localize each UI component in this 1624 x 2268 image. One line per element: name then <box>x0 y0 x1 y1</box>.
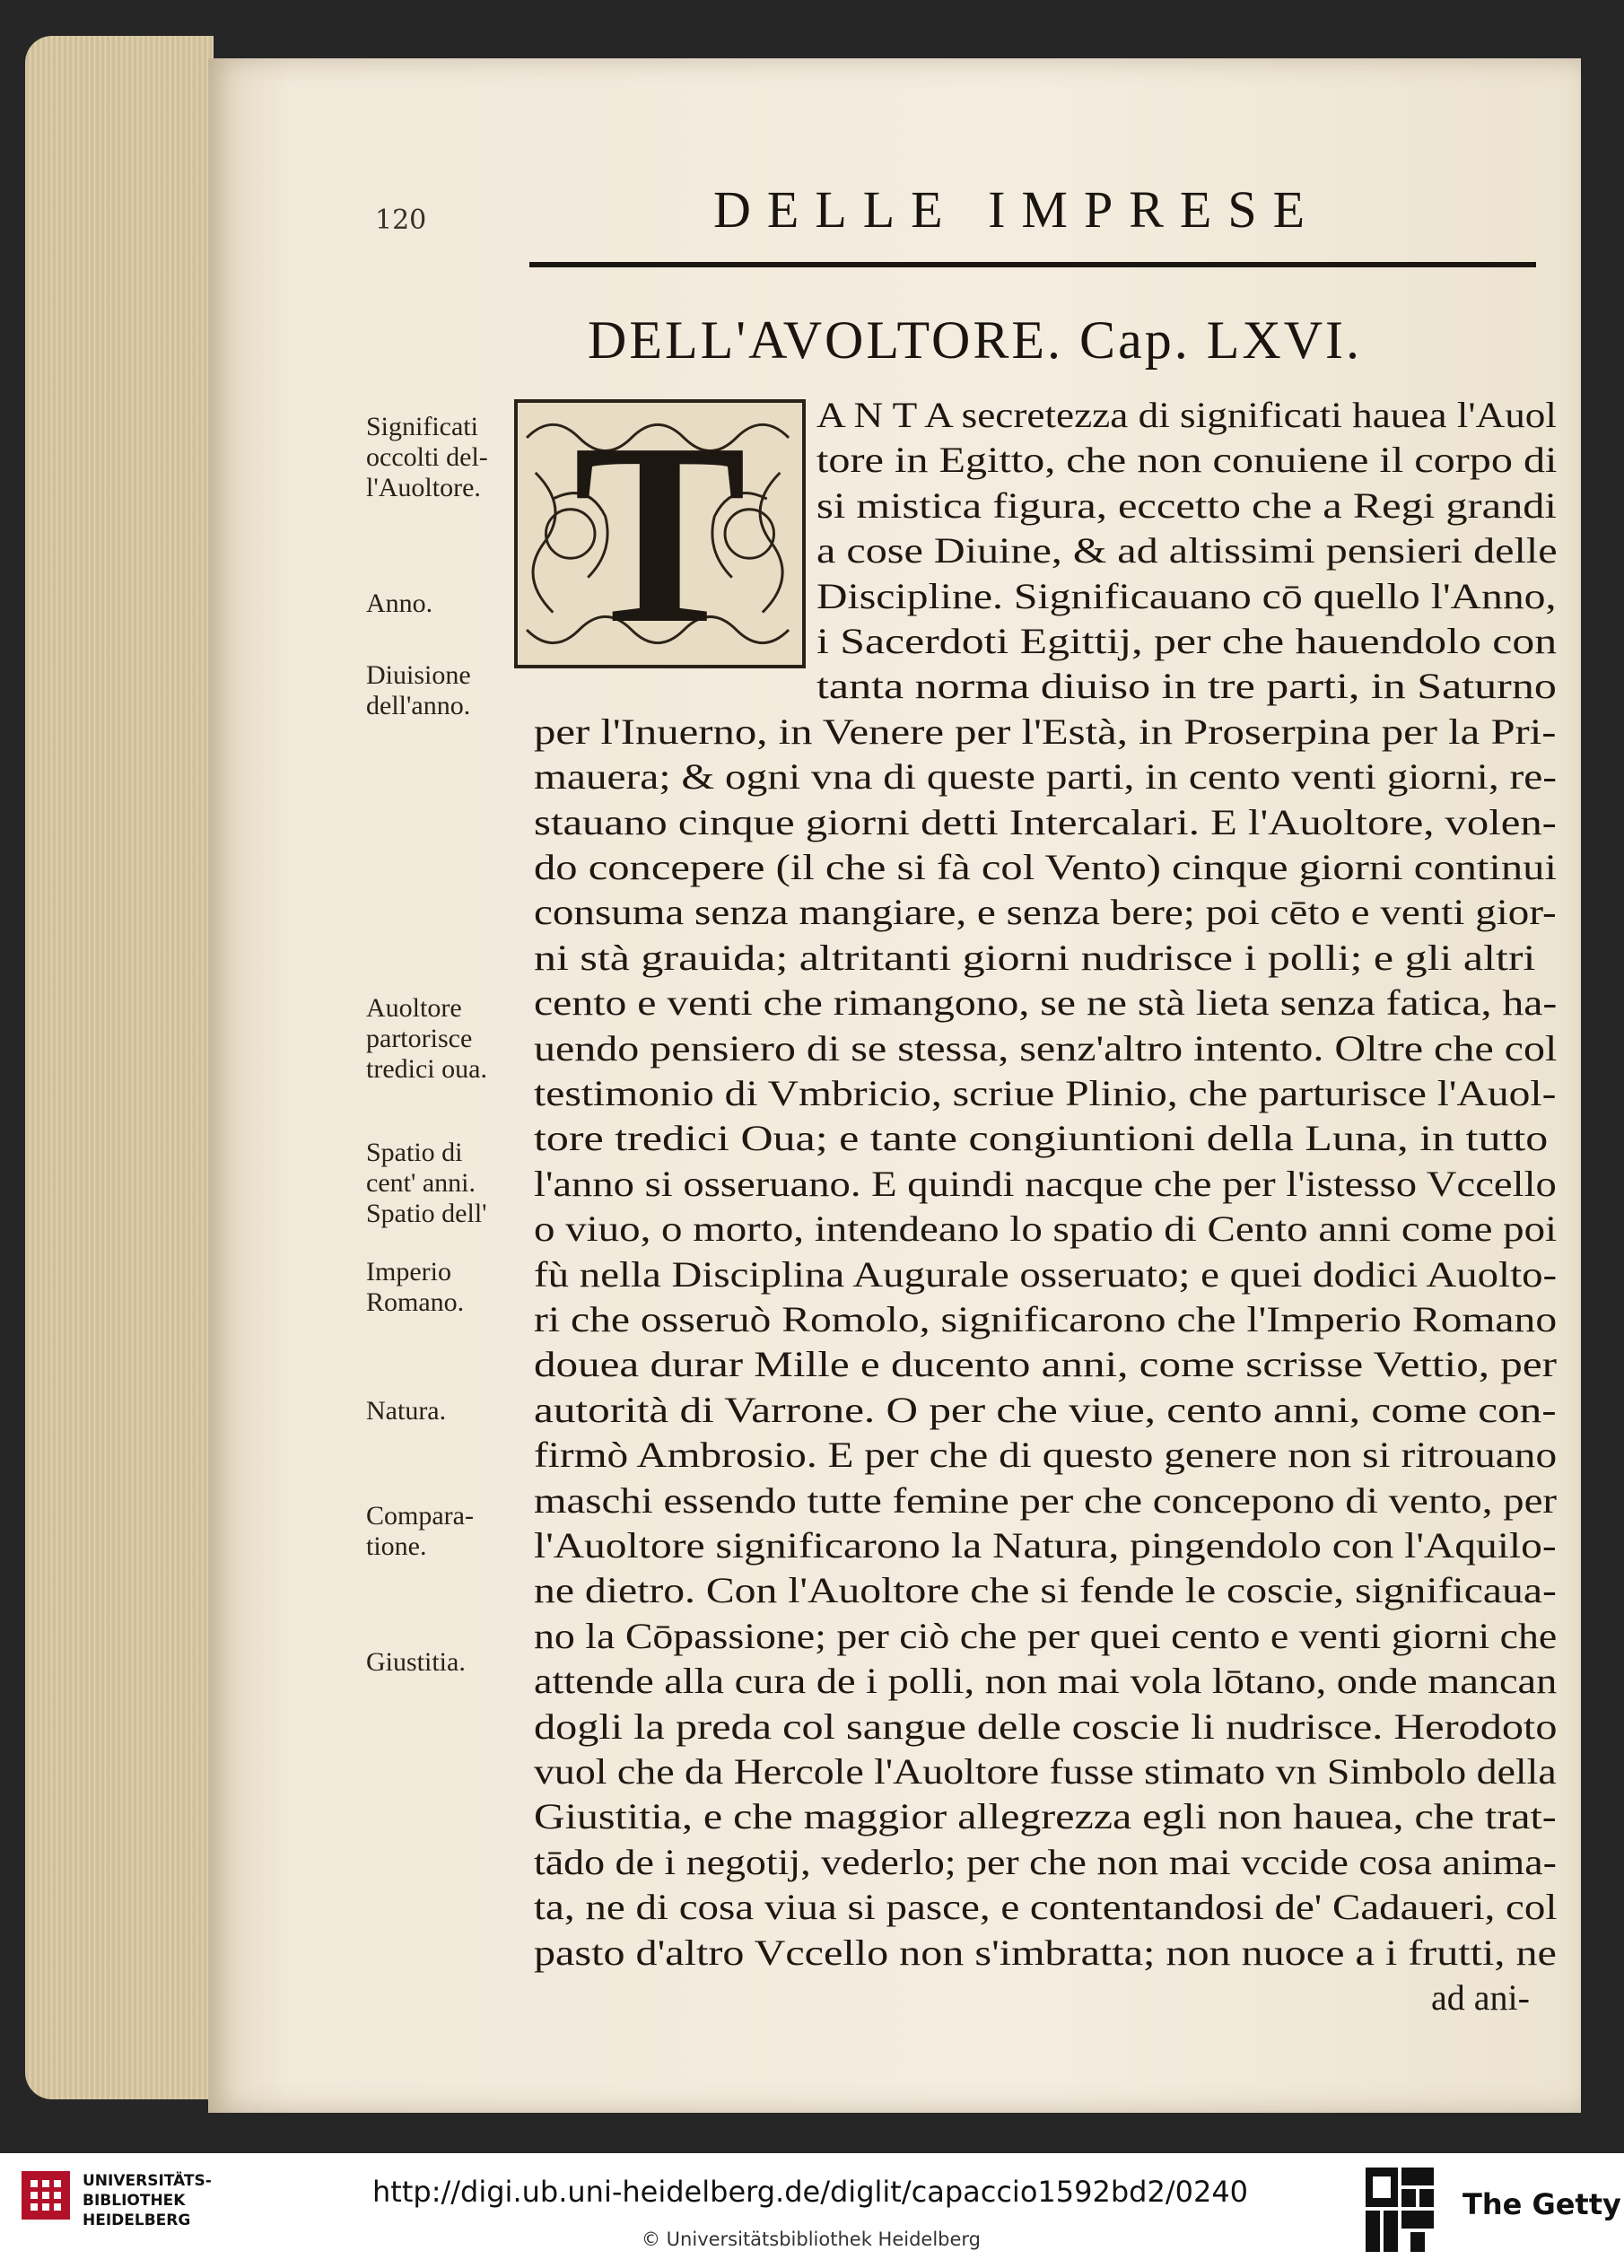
getty-logo-icon <box>1364 2166 1436 2255</box>
text-line: ri che osseruò Romolo, significarono che l'Imperio Romano <box>534 1299 1558 1339</box>
margin-note: Anno. <box>366 589 433 618</box>
text-line: vuol che da Hercole l'Auoltore fusse stimato vn Simbolo della <box>534 1751 1557 1792</box>
text-line: maschi essendo tutte femine per che concepono di vento, per <box>534 1479 1557 1521</box>
margin-note: Imperio <box>366 1257 451 1287</box>
margin-note: cent' anni. <box>366 1168 476 1198</box>
text-line: ta, ne di cosa viua si pasce, e contentandosi de' Cadaueri, col <box>534 1887 1558 1928</box>
header-rule <box>529 262 1536 267</box>
margin-note: Diuisione <box>366 660 471 690</box>
book-edge <box>25 36 214 2099</box>
text-line: mauera; & ogni vna di queste parti, in cento venti giorni, re- <box>534 756 1558 798</box>
text-line: douea durar Mille e ducento anni, come scrisse Vettio, per <box>534 1344 1557 1385</box>
decorated-initial <box>514 389 806 677</box>
text-line: o viuo, o morto, intendeano lo spatio di Cento anni come poi <box>534 1208 1558 1250</box>
text-line: ne dietro. Con l'Auoltore che si fende le coscie, significaua- <box>534 1570 1557 1611</box>
footer-bar <box>0 2153 1624 2268</box>
text-line: do concepere (il che si fà col Vento) cinque giorni continui <box>534 847 1557 887</box>
partner-name: The Getty <box>1462 2187 1621 2221</box>
institution-name <box>83 2171 212 2230</box>
document-url-link[interactable]: http://digi.ub.uni-heidelberg.de/diglit/capaccio1592bd2/0240 <box>372 2175 1249 2209</box>
institution-line: HEIDELBERG <box>83 2211 191 2229</box>
institution-line: UNIVERSITÄTS- <box>83 2172 212 2190</box>
text-line: consuma senza mangiare, e senza bere; poi cēto e venti gior- <box>534 892 1557 933</box>
text-line: autorità di Varrone. O per che viue, cento anni, come con- <box>534 1389 1557 1430</box>
text-line: stauano cinque giorni detti Intercalari. E l'Auoltore, volen- <box>534 801 1557 842</box>
text-line: a cose Diuine, & ad altissimi pensieri delle <box>816 530 1558 571</box>
margin-note: l'Auoltore. <box>366 473 481 502</box>
initial-letter: T <box>572 389 747 677</box>
text-line: cento e venti che rimangono, se ne stà lieta senza fatica, ha- <box>534 982 1558 1024</box>
margin-note: tione. <box>366 1531 427 1561</box>
margin-note: Spatio dell' <box>366 1199 487 1228</box>
copyright-notice: © Universitätsbibliothek Heidelberg <box>642 2229 982 2250</box>
running-header: DELLE IMPRESE <box>713 180 1322 239</box>
margin-note: Giustitia. <box>366 1647 466 1677</box>
text-line: l'anno si osseruano. E quindi nacque che per l'istesso Vccello <box>534 1163 1557 1204</box>
page-number: 120 <box>375 205 427 236</box>
margin-note: Romano. <box>366 1287 465 1317</box>
text-line: tore tredici Oua; e tante congiuntioni della Luna, in tutto <box>534 1118 1549 1159</box>
text-line: ad ani- <box>1431 1977 1530 2018</box>
text-line: Giustitia, e che maggior allegrezza egli non hauea, che trat- <box>534 1796 1557 1837</box>
margin-note: tredici oua. <box>366 1054 487 1084</box>
text-line: fù nella Disciplina Augurale osseruato; e quei dodici Auolto- <box>534 1253 1558 1295</box>
text-line: pasto d'altro Vccello non s'imbratta; non nuoce a i frutti, ne <box>534 1932 1557 1973</box>
text-line: no la Cōpassione; per ciò che per quei cento e venti giorni che <box>534 1615 1558 1656</box>
text-line: attende alla cura de i polli, non mai vola lōtano, onde mancan <box>534 1661 1558 1702</box>
text-line: i Sacerdoti Egittij, per che hauendolo con <box>816 621 1558 661</box>
margin-note: Auoltore <box>366 993 462 1023</box>
text-line: firmò Ambrosio. E per che di questo genere non si ritrouano <box>534 1435 1558 1476</box>
margin-note: partorisce <box>366 1024 473 1053</box>
text-line: dogli la preda col sangue delle coscie li nudrisce. Herodoto <box>534 1705 1558 1747</box>
institution-line: BIBLIOTHEK <box>83 2192 186 2210</box>
text-line: ni stà grauida; altritanti giorni nudrisce i polli; e gli altri <box>534 937 1536 978</box>
margin-note: occolti del- <box>366 442 488 472</box>
text-line: A N T A secretezza di significati hauea l'Auol <box>816 395 1557 435</box>
text-line: testimonio di Vmbricio, scriue Plinio, che parturisce l'Auol- <box>534 1073 1557 1113</box>
margin-note: Significati <box>366 412 478 441</box>
margin-note: dell'anno. <box>366 691 471 720</box>
margin-note: Spatio di <box>366 1138 463 1167</box>
margin-note: Natura. <box>366 1396 447 1426</box>
text-line: per l'Inuerno, in Venere per l'Està, in Proserpina per la Pri- <box>534 711 1557 752</box>
university-seal-icon <box>22 2171 70 2220</box>
margin-note: Compara- <box>366 1501 474 1531</box>
chapter-title: DELL'AVOLTORE. Cap. LXVI. <box>588 310 1362 370</box>
text-line: tore in Egitto, che non conuiene il corpo di <box>816 440 1558 481</box>
text-line: Discipline. Significauano cō quello l'Anno, <box>816 575 1557 616</box>
text-line: tādo de i negotij, vederlo; per che non mai vccide cosa anima- <box>534 1841 1557 1882</box>
text-line: uendo pensiero di se stessa, senz'altro intento. Oltre che col <box>534 1027 1558 1069</box>
text-line: si mistica figura, eccetto che a Regi grandi <box>816 484 1557 526</box>
text-line: l'Auoltore significarono la Natura, pingendolo con l'Aquilo- <box>534 1525 1557 1566</box>
text-line: tanta norma diuiso in tre parti, in Saturno <box>816 666 1557 707</box>
